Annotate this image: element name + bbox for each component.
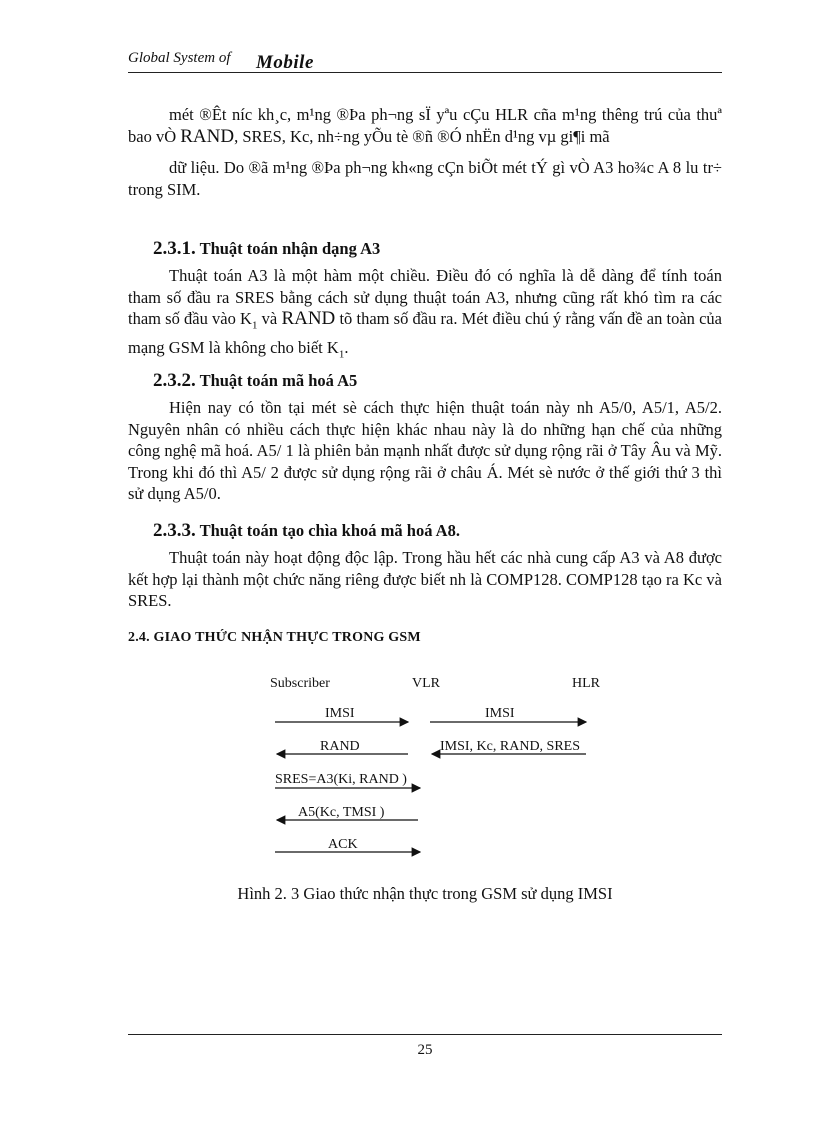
intro-paragraph-2: dữ liệu. Do ®ã m¹ng ®Þa ph¬ng kh«ng cÇn biÕt mét tÝ gì vÒ A3 ho¾c A 8 lu tr÷ trong SIM. bbox=[128, 158, 722, 199]
section-heading-2-3-3: 2.3.3. Thuật toán tạo chìa khoá mã hoá A8. bbox=[153, 520, 460, 541]
message-a5: A5(Kc, TMSI ) bbox=[298, 805, 385, 820]
paragraph-a8: Thuật toán này hoạt động độc lập. Trong hầu hết các nhà cung cấp A3 và A8 được kết hợp lại thành một chức năng riêng được biết nh là COMP128. COMP128 tạo ra Kc và SRES. bbox=[128, 548, 722, 610]
protocol-diagram bbox=[240, 670, 640, 870]
footer-rule bbox=[128, 1034, 722, 1035]
running-header bbox=[128, 48, 722, 73]
header-text: Global System of bbox=[128, 50, 231, 66]
header-text-bold: Mobile bbox=[256, 52, 314, 73]
message-triplet: IMSI, Kc, RAND, SRES bbox=[440, 739, 581, 754]
page-number: 25 bbox=[417, 1042, 433, 1058]
message-imsi-1: IMSI bbox=[325, 706, 355, 721]
section-heading-2-4: 2.4. GIAO THỨC NHẬN THỰC TRONG GSM bbox=[128, 630, 421, 645]
message-imsi-2: IMSI bbox=[485, 706, 515, 721]
section-2-3-1-body bbox=[128, 265, 722, 366]
column-vlr: VLR bbox=[412, 676, 440, 691]
intro-block bbox=[128, 104, 722, 200]
message-sres: SRES=A3(Ki, RAND ) bbox=[275, 772, 407, 787]
column-hlr: HLR bbox=[572, 676, 600, 691]
section-heading-2-3-1: 2.3.1. Thuật toán nhận dạng A3 bbox=[153, 238, 381, 259]
section-2-3-3-body bbox=[128, 547, 722, 612]
intro-paragraph-1: mét ®Êt níc kh¸c, m¹ng ®Þa ph¬ng sÏ yªu cÇu HLR cña m¹ng thêng trú của thuª bao vÒ RAND, SRES, Kc, nh÷ng yÕu tè ®ñ ®Ó nhËn d¹ng vµ gi¶i mã bbox=[128, 105, 722, 147]
column-subscriber: Subscriber bbox=[270, 676, 330, 691]
arrow-layer bbox=[240, 670, 640, 870]
figure-caption: Hình 2. 3 Giao thức nhận thực trong GSM sử dụng IMSI bbox=[237, 884, 613, 903]
section-2-3-2-body bbox=[128, 397, 722, 505]
message-ack: ACK bbox=[328, 837, 358, 852]
paragraph-a3: Thuật toán A3 là một hàm một chiều. Điều đó có nghĩa là dễ dàng để tính toán tham số đầu ra SRES bằng cách sử dụng thuật toán A3, nhưng cũng rất khó tìm ra các tham số đầu vào $K_1$ và RAND tõ tham số đầu ra. Mét điều chú ý rằng vấn đề an toàn của mạng GSM là không cho biết $K_1$. bbox=[128, 266, 722, 361]
message-rand: RAND bbox=[320, 739, 360, 754]
section-heading-2-3-2: 2.3.2. Thuật toán mã hoá A5 bbox=[153, 370, 358, 391]
paragraph-a5: Hiện nay có tồn tại mét sè cách thực hiện thuật toán này nh A5/0, A5/1, A5/2. Nguyên nhân có nhiều cách thực hiện khác nhau này là do những hạn chế của những công nghệ mã hoá. A5/ 1 là phiên bản mạnh nhất được sử dụng rộng rãi ở Tây Âu và Mỹ. Trong khi đó thì A5/ 2 được sử dụng rộng rãi ở châu Á. Mét sè nước ở thế giới thứ 3 thì sử dụng A5/0. bbox=[128, 398, 722, 503]
